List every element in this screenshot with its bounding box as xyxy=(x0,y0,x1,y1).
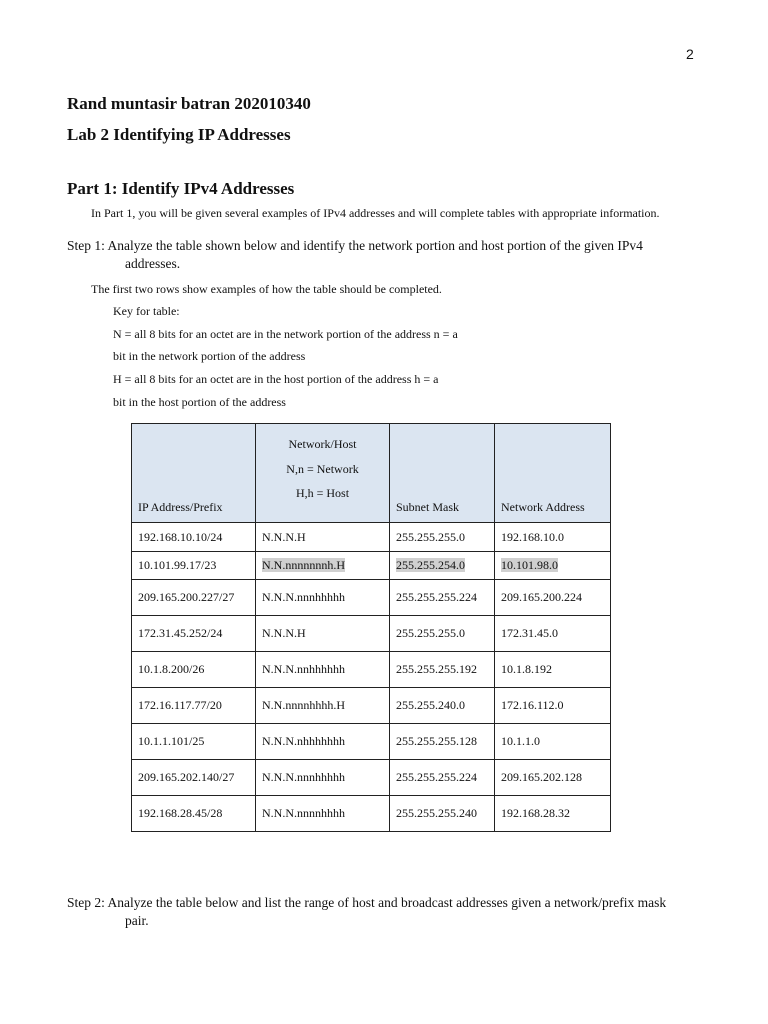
cell-subnet-mask: 255.255.255.128 xyxy=(390,724,495,760)
cell-subnet-mask: 255.255.255.0 xyxy=(390,523,495,552)
cell-ip: 10.1.1.101/25 xyxy=(132,724,256,760)
cell-network-address: 10.1.1.0 xyxy=(495,724,611,760)
header-nh-line1: Network/Host xyxy=(288,437,357,451)
cell-network-address: 172.31.45.0 xyxy=(495,616,611,652)
part-title: Part 1: Identify IPv4 Addresses xyxy=(67,179,295,198)
table-row xyxy=(132,523,611,552)
header-network-host xyxy=(256,424,390,523)
table-row xyxy=(132,760,611,796)
table-row xyxy=(132,688,611,724)
example-note: The first two rows show examples of how the table should be completed. xyxy=(91,282,442,296)
key-network-line: N = all 8 bits for an octet are in the network portion of the address n = a xyxy=(113,327,458,341)
highlighted-answer: 10.101.98.0 xyxy=(501,558,558,572)
table-header-row xyxy=(132,424,611,523)
highlighted-answer: 255.255.254.0 xyxy=(396,558,465,572)
cell-ip: 209.165.200.227/27 xyxy=(132,580,256,616)
step1-text-continued: addresses. xyxy=(125,256,181,271)
cell-ip: 10.1.8.200/26 xyxy=(132,652,256,688)
cell-network-address: 172.16.112.0 xyxy=(495,688,611,724)
table-row xyxy=(132,580,611,616)
table-row xyxy=(132,552,611,580)
cell-ip: 192.168.28.45/28 xyxy=(132,796,256,832)
highlighted-answer: N.N.nnnnnnnh.H xyxy=(262,558,345,572)
cell-network-address: 209.165.200.224 xyxy=(495,580,611,616)
cell-subnet-mask: 255.255.255.192 xyxy=(390,652,495,688)
cell-network-host: N.N.nnnnhhhh.H xyxy=(256,688,390,724)
step2-text-continued: pair. xyxy=(125,913,149,928)
table-row xyxy=(132,652,611,688)
header-network-address: Network Address xyxy=(495,424,611,523)
table-row xyxy=(132,616,611,652)
cell-network-host: N.N.N.nnnnhhhh xyxy=(256,796,390,832)
header-nh-line3: H,h = Host xyxy=(295,486,350,500)
key-title: Key for table: xyxy=(113,304,180,318)
cell-network-host: N.N.N.nnnhhhhh xyxy=(256,760,390,796)
cell-network-host: N.N.N.H xyxy=(256,523,390,552)
header-ip-prefix: IP Address/Prefix xyxy=(132,424,256,523)
cell-network-host: N.N.N.H xyxy=(256,616,390,652)
lab-title: Lab 2 Identifying IP Addresses xyxy=(67,125,291,144)
cell-network-host xyxy=(256,552,390,580)
cell-ip: 209.165.202.140/27 xyxy=(132,760,256,796)
cell-subnet-mask: 255.255.255.224 xyxy=(390,760,495,796)
cell-subnet-mask: 255.255.255.0 xyxy=(390,616,495,652)
cell-network-address xyxy=(495,552,611,580)
cell-network-host: N.N.N.nnhhhhhh xyxy=(256,652,390,688)
cell-subnet-mask xyxy=(390,552,495,580)
cell-ip: 172.31.45.252/24 xyxy=(132,616,256,652)
cell-ip: 192.168.10.10/24 xyxy=(132,523,256,552)
cell-subnet-mask: 255.255.255.224 xyxy=(390,580,495,616)
cell-subnet-mask: 255.255.240.0 xyxy=(390,688,495,724)
cell-network-host: N.N.N.nnnhhhhh xyxy=(256,580,390,616)
cell-network-host: N.N.N.nhhhhhhh xyxy=(256,724,390,760)
key-network-line-continued: bit in the network portion of the address xyxy=(113,349,306,363)
table-row xyxy=(132,796,611,832)
author-heading: Rand muntasir batran 202010340 xyxy=(67,94,311,113)
key-host-line-continued: bit in the host portion of the address xyxy=(113,395,286,409)
header-subnet-mask: Subnet Mask xyxy=(390,424,495,523)
cell-network-address: 209.165.202.128 xyxy=(495,760,611,796)
cell-ip: 10.101.99.17/23 xyxy=(132,552,256,580)
step2-text: Step 2: Analyze the table below and list the range of host and broadcast addresses given a network/prefix mask xyxy=(67,895,667,910)
header-nh-line2: N,n = Network xyxy=(286,461,359,476)
cell-network-address: 10.1.8.192 xyxy=(495,652,611,688)
key-host-line: H = all 8 bits for an octet are in the host portion of the address h = a xyxy=(113,372,439,386)
part-intro: In Part 1, you will be given several examples of IPv4 addresses and will complete tables with appropriate information. xyxy=(91,206,660,220)
table-row xyxy=(132,724,611,760)
page-number: 2 xyxy=(686,46,694,62)
cell-network-address: 192.168.28.32 xyxy=(495,796,611,832)
step1-text: Step 1: Analyze the table shown below and identify the network portion and host portion of the given IPv4 xyxy=(67,238,643,253)
ipv4-table xyxy=(131,423,611,832)
cell-network-address: 192.168.10.0 xyxy=(495,523,611,552)
cell-ip: 172.16.117.77/20 xyxy=(132,688,256,724)
cell-subnet-mask: 255.255.255.240 xyxy=(390,796,495,832)
